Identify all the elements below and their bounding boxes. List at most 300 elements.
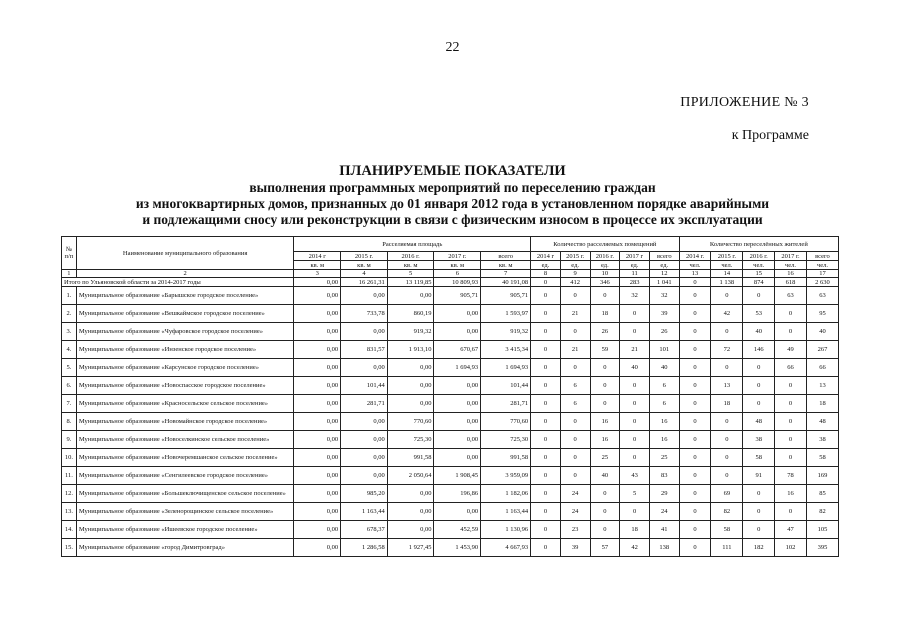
row-value: 29 (649, 485, 679, 503)
row-number: 14. (62, 521, 77, 539)
column-number: 15 (743, 270, 775, 278)
row-value: 39 (560, 539, 590, 557)
header-year: 2016 г. (590, 252, 620, 261)
row-value: 66 (775, 359, 807, 377)
row-value: 3 959,09 (481, 467, 531, 485)
row-value: 48 (743, 413, 775, 431)
row-value: 16 (649, 431, 679, 449)
row-value: 1 694,93 (481, 359, 531, 377)
row-value: 91 (743, 467, 775, 485)
row-value: 0 (679, 359, 711, 377)
row-value: 991,58 (387, 449, 434, 467)
table-row (62, 377, 839, 395)
row-value: 6 (649, 377, 679, 395)
header-unit: кв. м (387, 261, 434, 270)
row-value: 1 163,44 (341, 503, 388, 521)
header-group-residents: Количество переселённых жителей (679, 237, 838, 252)
header-unit: чел. (743, 261, 775, 270)
municipality-name: Муниципальное образование «Ишеевское городское поселение» (76, 521, 294, 539)
header-year: 2015 г. (560, 252, 590, 261)
table-row (62, 323, 839, 341)
row-value: 95 (806, 305, 838, 323)
row-value: 0 (743, 395, 775, 413)
header-year: 2015 г. (711, 252, 743, 261)
header-year: 2014 г (531, 252, 561, 261)
row-value: 0,00 (341, 287, 388, 305)
total-value: 1 138 (711, 278, 743, 287)
row-value: 0 (560, 413, 590, 431)
column-number: 3 (294, 270, 341, 278)
row-value: 40 (649, 359, 679, 377)
row-value: 0,00 (294, 395, 341, 413)
row-value: 985,20 (341, 485, 388, 503)
row-value: 1 130,96 (481, 521, 531, 539)
row-value: 66 (806, 359, 838, 377)
column-number: 7 (481, 270, 531, 278)
total-value: 283 (620, 278, 650, 287)
row-value: 111 (711, 539, 743, 557)
row-value: 0 (711, 413, 743, 431)
row-value: 69 (711, 485, 743, 503)
row-value: 0 (743, 359, 775, 377)
row-value: 0,00 (434, 503, 481, 521)
row-value: 24 (560, 485, 590, 503)
row-value: 919,32 (481, 323, 531, 341)
row-value: 13 (806, 377, 838, 395)
row-value: 4 667,93 (481, 539, 531, 557)
row-value: 905,71 (481, 287, 531, 305)
header-group-premises: Количество расселяемых помещений (531, 237, 680, 252)
header-unit: кв. м (434, 261, 481, 270)
row-value: 0 (775, 305, 807, 323)
header-year: всего (649, 252, 679, 261)
municipality-name: Муниципальное образование «город Димитровград» (76, 539, 294, 557)
row-value: 0,00 (341, 449, 388, 467)
title-line-2: выполнения программных мероприятий по переселению граждан (249, 180, 656, 195)
row-value: 452,59 (434, 521, 481, 539)
column-number: 5 (387, 270, 434, 278)
row-value: 0 (679, 449, 711, 467)
row-value: 0 (775, 413, 807, 431)
row-value: 0,00 (294, 431, 341, 449)
header-unit: ед. (649, 261, 679, 270)
row-value: 3 415,34 (481, 341, 531, 359)
row-value: 0 (711, 431, 743, 449)
row-value: 0 (711, 467, 743, 485)
table-row (62, 395, 839, 413)
row-value: 267 (806, 341, 838, 359)
row-value: 0 (531, 377, 561, 395)
row-value: 16 (590, 413, 620, 431)
row-value: 101,44 (481, 377, 531, 395)
row-number: 3. (62, 323, 77, 341)
header-year: 2016 г. (387, 252, 434, 261)
table-row (62, 431, 839, 449)
row-value: 0,00 (294, 377, 341, 395)
row-value: 0 (531, 467, 561, 485)
row-value: 41 (649, 521, 679, 539)
row-value: 0,00 (434, 323, 481, 341)
row-value: 40 (806, 323, 838, 341)
row-value: 0 (560, 323, 590, 341)
row-value: 39 (649, 305, 679, 323)
row-value: 0 (590, 359, 620, 377)
row-value: 0 (560, 449, 590, 467)
row-value: 0 (531, 341, 561, 359)
municipality-name: Муниципальное образование «Инзенское городское поселение» (76, 341, 294, 359)
row-value: 0 (531, 503, 561, 521)
municipality-name: Муниципальное образование «Чуфаровское городское поселение» (76, 323, 294, 341)
total-label: Итого по Ульяновской области за 2014-2017 годы (62, 278, 294, 287)
municipality-name: Муниципальное образование «Новоспасское городское поселение» (76, 377, 294, 395)
header-unit: ед. (590, 261, 620, 270)
row-value: 0 (679, 395, 711, 413)
row-value: 63 (806, 287, 838, 305)
row-value: 0,00 (341, 413, 388, 431)
row-value: 58 (806, 449, 838, 467)
row-value: 42 (620, 539, 650, 557)
row-number: 5. (62, 359, 77, 377)
row-value: 0 (775, 323, 807, 341)
row-value: 82 (711, 503, 743, 521)
row-value: 47 (775, 521, 807, 539)
row-number: 9. (62, 431, 77, 449)
header-number: № п/п (62, 237, 77, 270)
row-value: 1 593,97 (481, 305, 531, 323)
row-value: 0 (679, 485, 711, 503)
row-value: 0,00 (387, 287, 434, 305)
row-value: 0,00 (294, 485, 341, 503)
row-value: 0 (743, 377, 775, 395)
appendix-label: ПРИЛОЖЕНИЕ № 3 (680, 95, 809, 110)
row-value: 0,00 (387, 395, 434, 413)
row-value: 0,00 (294, 539, 341, 557)
row-value: 0 (620, 323, 650, 341)
table-row (62, 539, 839, 557)
column-number: 11 (620, 270, 650, 278)
total-value: 874 (743, 278, 775, 287)
total-value: 10 809,93 (434, 278, 481, 287)
header-year: 2014 г (294, 252, 341, 261)
row-value: 169 (806, 467, 838, 485)
row-value: 0 (590, 485, 620, 503)
total-value: 16 261,31 (341, 278, 388, 287)
page-number: 22 (445, 40, 460, 55)
row-value: 0 (620, 413, 650, 431)
municipality-name: Муниципальное образование «Вешкаймское городское поселение» (76, 305, 294, 323)
row-value: 38 (806, 431, 838, 449)
total-value: 618 (775, 278, 807, 287)
row-value: 0 (590, 521, 620, 539)
row-value: 0,00 (434, 395, 481, 413)
row-value: 18 (711, 395, 743, 413)
row-value: 40 (590, 467, 620, 485)
row-value: 0,00 (341, 431, 388, 449)
municipality-name: Муниципальное образование «Карсунское городское поселение» (76, 359, 294, 377)
row-value: 25 (649, 449, 679, 467)
header-unit: кв. м (341, 261, 388, 270)
row-value: 101,44 (341, 377, 388, 395)
row-value: 281,71 (341, 395, 388, 413)
row-value: 105 (806, 521, 838, 539)
row-value: 42 (711, 305, 743, 323)
table-row (62, 359, 839, 377)
row-value: 5 (620, 485, 650, 503)
row-value: 0 (620, 503, 650, 521)
header-unit: кв. м (481, 261, 531, 270)
row-value: 0 (743, 287, 775, 305)
row-number: 4. (62, 341, 77, 359)
row-value: 0 (679, 341, 711, 359)
row-value: 0 (679, 305, 711, 323)
row-value: 0,00 (387, 503, 434, 521)
row-value: 24 (649, 503, 679, 521)
header-year: всего (806, 252, 838, 261)
row-value: 0 (590, 287, 620, 305)
row-value: 1 694,93 (434, 359, 481, 377)
table-row (62, 521, 839, 539)
row-value: 0 (531, 359, 561, 377)
column-number: 13 (679, 270, 711, 278)
row-value: 0 (531, 485, 561, 503)
table-row (62, 467, 839, 485)
row-number: 13. (62, 503, 77, 521)
row-value: 146 (743, 341, 775, 359)
row-value: 0 (775, 503, 807, 521)
row-value: 0,00 (434, 413, 481, 431)
header-unit: чел. (806, 261, 838, 270)
row-value: 0 (620, 395, 650, 413)
header-year: 2015 г. (341, 252, 388, 261)
row-value: 0 (775, 395, 807, 413)
row-value: 16 (775, 485, 807, 503)
row-value: 101 (649, 341, 679, 359)
row-value: 21 (560, 305, 590, 323)
row-value: 0 (590, 377, 620, 395)
row-value: 0,00 (387, 485, 434, 503)
row-value: 0,00 (434, 377, 481, 395)
row-value: 0 (679, 287, 711, 305)
row-value: 0 (679, 431, 711, 449)
row-value: 0 (560, 467, 590, 485)
program-label: к Программе (731, 128, 809, 143)
table-row (62, 287, 839, 305)
row-value: 1 908,45 (434, 467, 481, 485)
row-value: 0 (531, 449, 561, 467)
row-number: 11. (62, 467, 77, 485)
row-value: 18 (590, 305, 620, 323)
row-value: 0 (679, 323, 711, 341)
municipality-name: Муниципальное образование «Новочеремшанское сельское поселение» (76, 449, 294, 467)
row-number: 10. (62, 449, 77, 467)
row-value: 78 (775, 467, 807, 485)
header-year: 2016 г. (743, 252, 775, 261)
municipality-name: Муниципальное образование «Красносельское сельское поселение» (76, 395, 294, 413)
row-value: 0 (531, 521, 561, 539)
municipality-name: Муниципальное образование «Новомайнское городское поселение» (76, 413, 294, 431)
title-line-3: из многоквартирных домов, признанных до 01 января 2012 года в установленном порядке аварийными (135, 196, 770, 211)
row-value: 0 (531, 287, 561, 305)
row-value: 770,60 (481, 413, 531, 431)
header-unit: ед. (560, 261, 590, 270)
header-unit: чел. (679, 261, 711, 270)
row-value: 991,58 (481, 449, 531, 467)
row-value: 0 (560, 431, 590, 449)
row-number: 7. (62, 395, 77, 413)
row-value: 43 (620, 467, 650, 485)
table-row (62, 305, 839, 323)
row-value: 6 (649, 395, 679, 413)
row-value: 0 (775, 431, 807, 449)
table-row (62, 413, 839, 431)
row-value: 0 (775, 449, 807, 467)
row-value: 83 (649, 467, 679, 485)
row-value: 0 (531, 323, 561, 341)
row-value: 0,00 (294, 503, 341, 521)
row-value: 0,00 (341, 359, 388, 377)
header-name: Наименование муниципального образования (76, 237, 294, 270)
row-value: 49 (775, 341, 807, 359)
column-number: 12 (649, 270, 679, 278)
row-value: 725,30 (481, 431, 531, 449)
row-value: 13 (711, 377, 743, 395)
row-value: 25 (590, 449, 620, 467)
row-value: 0 (679, 539, 711, 557)
column-number: 4 (341, 270, 388, 278)
total-value: 346 (590, 278, 620, 287)
row-value: 0 (531, 395, 561, 413)
municipality-name: Муниципальное образование «Большеключищенское сельское поселение» (76, 485, 294, 503)
row-value: 1 913,10 (387, 341, 434, 359)
total-value: 0 (679, 278, 711, 287)
header-group-area: Расселяемая площадь (294, 237, 531, 252)
row-value: 72 (711, 341, 743, 359)
total-value: 0,00 (294, 278, 341, 287)
row-value: 24 (560, 503, 590, 521)
row-value: 725,30 (387, 431, 434, 449)
row-value: 0 (620, 377, 650, 395)
total-row (62, 278, 839, 287)
row-value: 0 (711, 449, 743, 467)
table-row (62, 503, 839, 521)
row-value: 26 (590, 323, 620, 341)
column-number: 10 (590, 270, 620, 278)
row-value: 0,00 (434, 449, 481, 467)
row-value: 38 (743, 431, 775, 449)
header-year: 2017 г. (434, 252, 481, 261)
row-value: 0 (711, 359, 743, 377)
municipality-name: Муниципальное образование «Зеленорощинское сельское поселение» (76, 503, 294, 521)
row-value: 395 (806, 539, 838, 557)
total-value: 40 191,08 (481, 278, 531, 287)
row-value: 2 050,64 (387, 467, 434, 485)
row-value: 0,00 (341, 467, 388, 485)
row-value: 905,71 (434, 287, 481, 305)
row-value: 0 (590, 503, 620, 521)
row-value: 670,67 (434, 341, 481, 359)
row-value: 0,00 (434, 431, 481, 449)
row-value: 59 (590, 341, 620, 359)
row-value: 23 (560, 521, 590, 539)
row-value: 53 (743, 305, 775, 323)
row-value: 182 (743, 539, 775, 557)
column-number: 1 (62, 270, 77, 278)
row-value: 0 (531, 413, 561, 431)
row-value: 18 (620, 521, 650, 539)
row-value: 196,86 (434, 485, 481, 503)
total-value: 2 630 (806, 278, 838, 287)
row-value: 0 (531, 305, 561, 323)
row-value: 0 (743, 485, 775, 503)
total-value: 13 119,85 (387, 278, 434, 287)
row-value: 57 (590, 539, 620, 557)
row-number: 1. (62, 287, 77, 305)
row-value: 678,37 (341, 521, 388, 539)
row-value: 0,00 (294, 413, 341, 431)
row-value: 0,00 (294, 287, 341, 305)
row-value: 1 286,58 (341, 539, 388, 557)
header-unit: чел. (775, 261, 807, 270)
row-value: 0 (620, 431, 650, 449)
row-value: 0,00 (294, 521, 341, 539)
header-unit: ед. (531, 261, 561, 270)
row-value: 0 (679, 467, 711, 485)
total-value: 0 (531, 278, 561, 287)
row-value: 0,00 (294, 341, 341, 359)
row-value: 1 453,90 (434, 539, 481, 557)
row-value: 770,60 (387, 413, 434, 431)
row-value: 1 163,44 (481, 503, 531, 521)
table-row (62, 449, 839, 467)
column-number: 2 (76, 270, 294, 278)
row-value: 0 (679, 503, 711, 521)
total-value: 412 (560, 278, 590, 287)
header-unit: ед. (620, 261, 650, 270)
row-value: 831,57 (341, 341, 388, 359)
table-row (62, 341, 839, 359)
row-value: 0 (560, 359, 590, 377)
indicators-table (61, 236, 839, 557)
column-number: 8 (531, 270, 561, 278)
row-value: 0,00 (294, 323, 341, 341)
row-value: 0 (743, 521, 775, 539)
row-value: 0 (679, 377, 711, 395)
row-value: 58 (743, 449, 775, 467)
row-value: 0 (620, 305, 650, 323)
column-number: 9 (560, 270, 590, 278)
row-value: 0 (775, 377, 807, 395)
row-value: 6 (560, 395, 590, 413)
row-value: 0,00 (294, 449, 341, 467)
row-value: 40 (620, 359, 650, 377)
row-value: 860,19 (387, 305, 434, 323)
row-value: 0 (531, 539, 561, 557)
row-value: 16 (590, 431, 620, 449)
row-value: 0 (743, 503, 775, 521)
row-value: 1 182,06 (481, 485, 531, 503)
header-unit: кв. м (294, 261, 341, 270)
row-value: 16 (649, 413, 679, 431)
row-value: 48 (806, 413, 838, 431)
row-number: 12. (62, 485, 77, 503)
row-value: 0 (679, 521, 711, 539)
row-number: 15. (62, 539, 77, 557)
column-numbers-row (62, 270, 839, 278)
row-value: 0,00 (387, 377, 434, 395)
title-line-1: ПЛАНИРУЕМЫЕ ПОКАЗАТЕЛИ (339, 163, 566, 179)
row-value: 0 (531, 431, 561, 449)
row-value: 0,00 (341, 323, 388, 341)
